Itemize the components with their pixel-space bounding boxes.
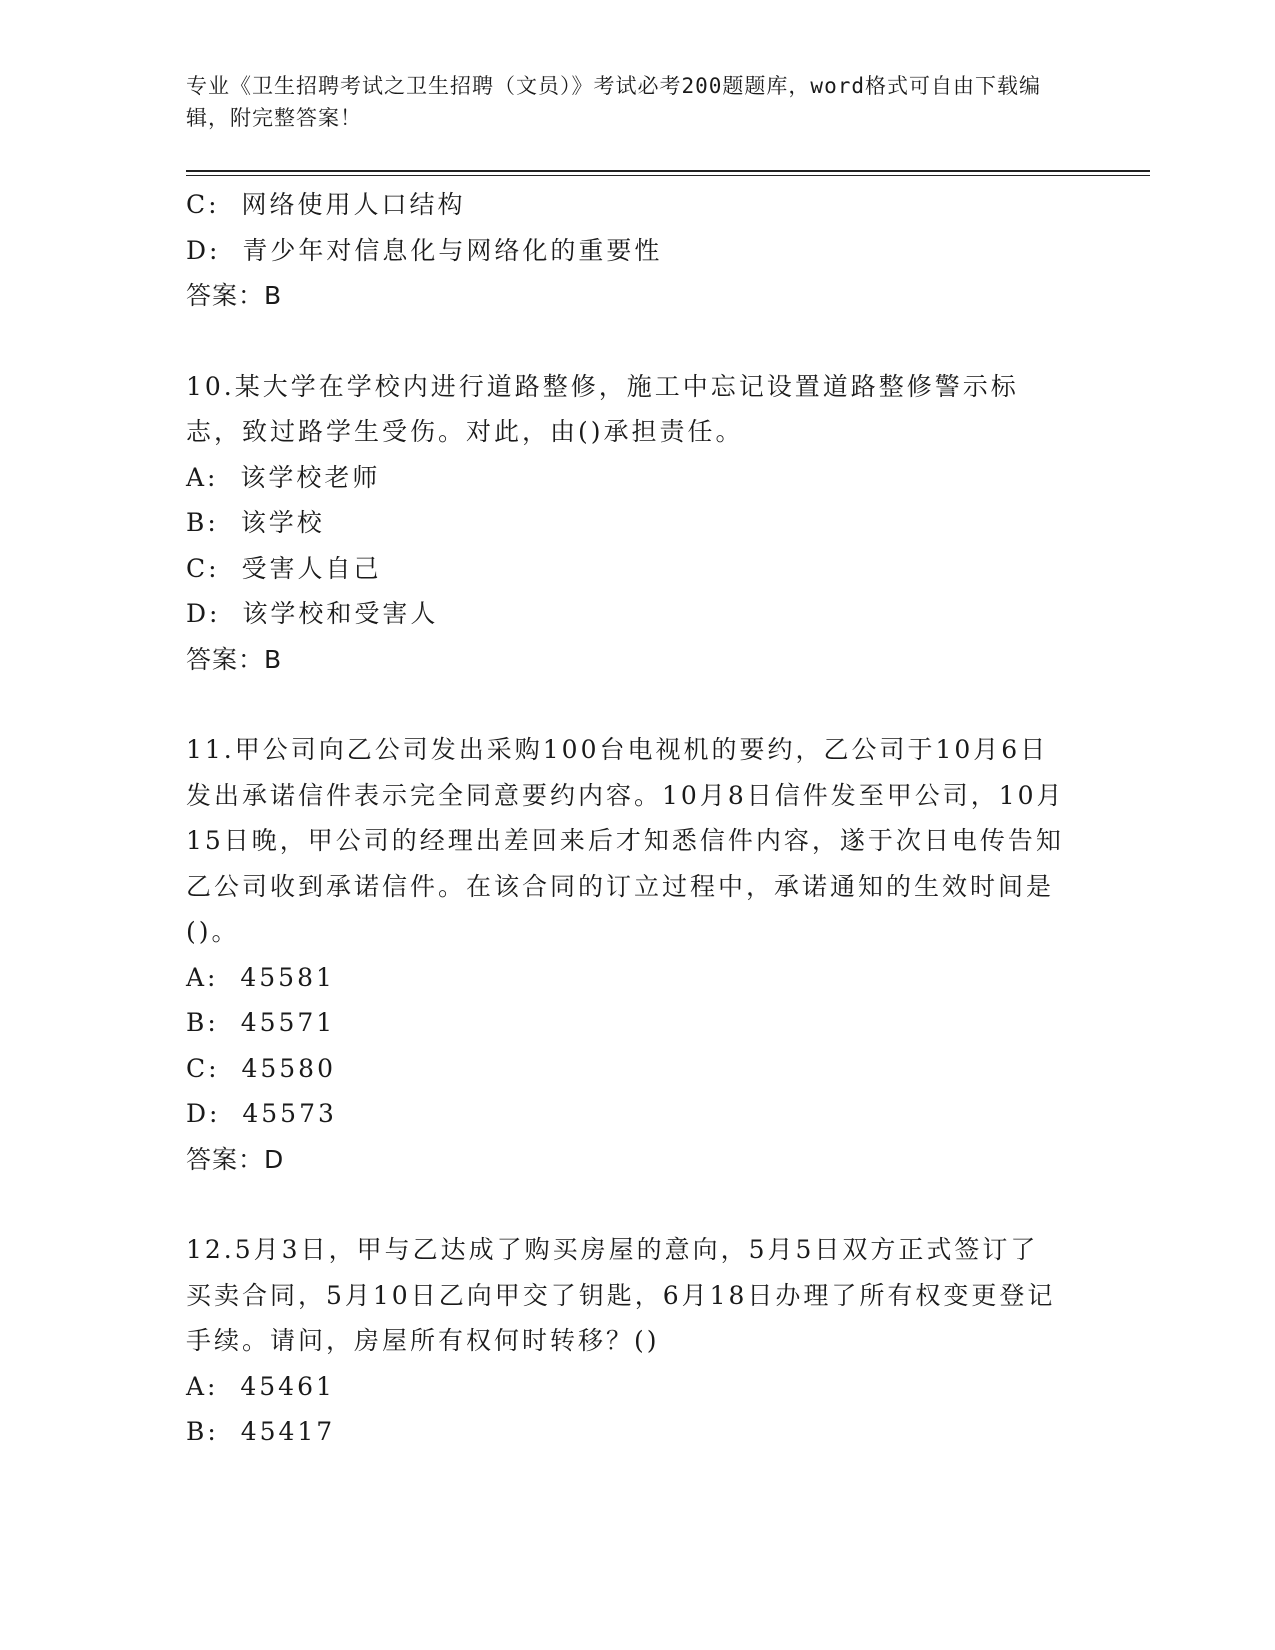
question-11: [186, 727, 1146, 1182]
answer: 答案：D: [186, 1144, 285, 1174]
option-c: C: 45580: [186, 1053, 336, 1083]
document-header: 专业《卫生招聘考试之卫生招聘（文员）》考试必考200题题库，word格式可自由下载编辑，附完整答案！: [186, 74, 1041, 130]
question-12: [186, 1227, 1146, 1455]
document-body: [186, 182, 1146, 1455]
document-page: [186, 70, 1146, 1455]
option-d: D: 青少年对信息化与网络化的重要性: [186, 235, 663, 265]
option-a: A: 该学校老师: [186, 462, 381, 492]
option-d: D: 该学校和受害人: [186, 599, 439, 628]
question-stem: 10.某大学在学校内进行道路整修，施工中忘记设置道路整修警示标志，致过路学生受伤。对此，由()承担责任。: [186, 371, 1019, 446]
question-10: [186, 364, 1146, 683]
option-c: C: 受害人自己: [186, 553, 382, 583]
header-divider: [186, 170, 1150, 176]
option-c: C: 网络使用人口结构: [186, 190, 466, 219]
option-d: D: 45573: [186, 1099, 337, 1128]
option-a: A: 45461: [186, 1371, 335, 1401]
answer: 答案：B: [186, 281, 283, 310]
answer: 答案：B: [186, 644, 283, 674]
option-b: B: 该学校: [186, 508, 325, 537]
question-continued: [186, 182, 1146, 319]
question-stem: 12.5月3日，甲与乙达成了购买房屋的意向，5月5日双方正式签订了买卖合同，5月10日乙向甲交了钥匙，6月18日办理了所有权变更登记手续。请问，房屋所有权何时转移？(): [186, 1235, 1056, 1355]
option-a: A: 45581: [186, 962, 335, 992]
option-b: B: 45571: [186, 1008, 336, 1037]
option-b: B: 45417: [186, 1417, 336, 1446]
question-stem: 11.甲公司向乙公司发出采购100台电视机的要约，乙公司于10月6日发出承诺信件表示完全同意要约内容。10月8日信件发至甲公司，10月15日晚，甲公司的经理出差回来后才知悉信件内容，遂于次日电传告知乙公司收到承诺信件。在该合同的订立过程中，承诺通知的生效时间是()。: [186, 735, 1065, 946]
